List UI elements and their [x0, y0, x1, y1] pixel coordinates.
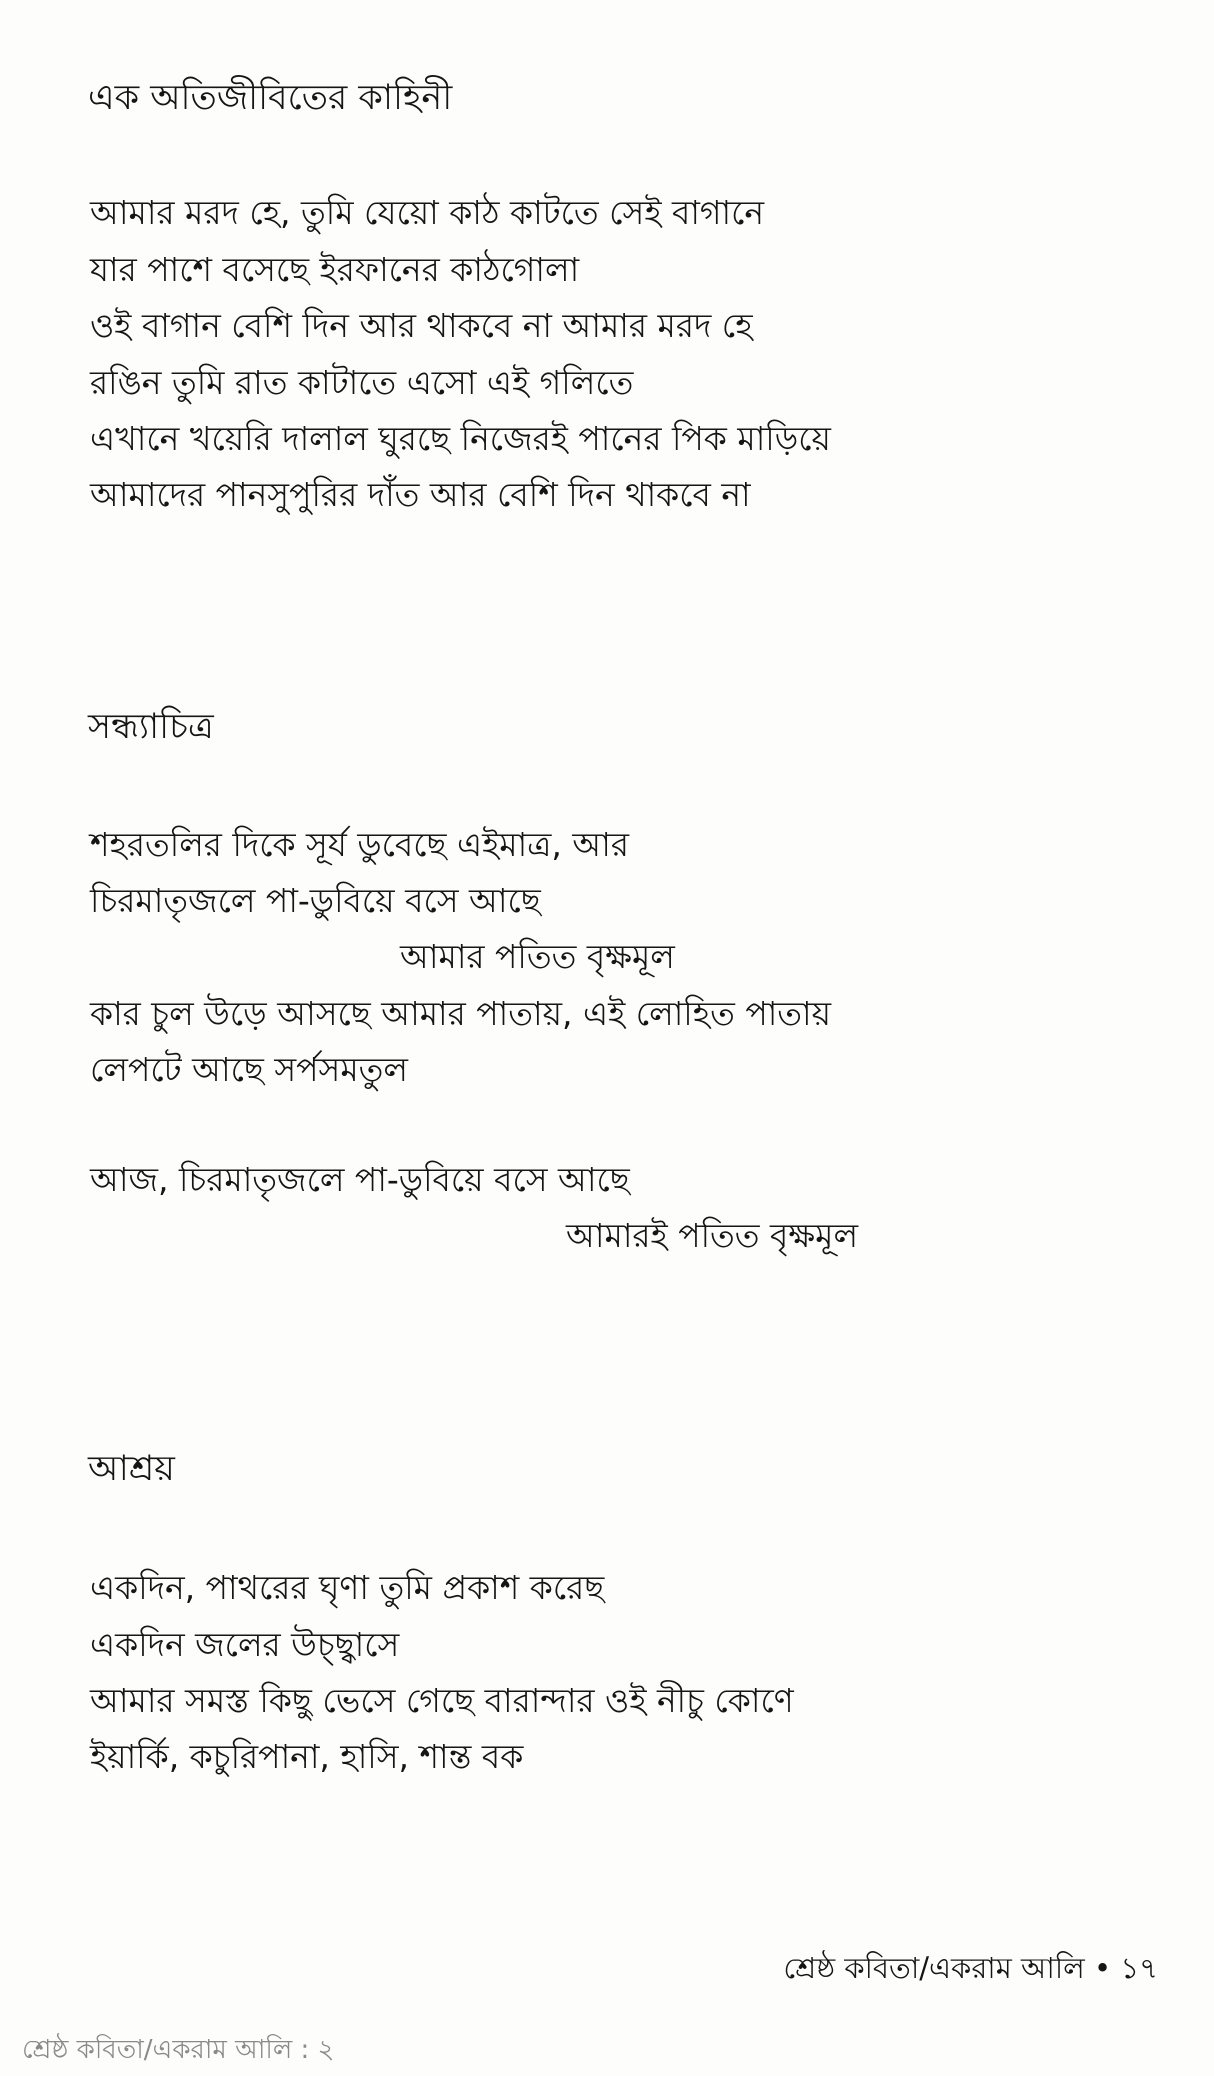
poem-line: একদিন জলের উচ্ছ্বাসে: [90, 1625, 400, 1664]
poem-line: আজ, চিরমাতৃজলে পা-ডুবিয়ে বসে আছে: [90, 1160, 630, 1199]
poem-line: ইয়ার্কি, কচুরিপানা, হাসি, শান্ত বক: [90, 1737, 524, 1776]
poem-line: কার চুল উড়ে আসছে আমার পাতায়, এই লোহিত পাতায়: [90, 994, 832, 1033]
page-footer: [783, 1948, 1158, 1988]
poem-line: আমাদের পানসুপুরির দাঁত আর বেশি দিন থাকবে না: [90, 475, 751, 514]
bleed-through-footer: শ্রেষ্ঠ কবিতা/একরাম আলি : ২: [22, 2035, 335, 2065]
running-title: শ্রেষ্ঠ কবিতা/একরাম আলি: [783, 1951, 1085, 1985]
poem-line: একদিন, পাথরের ঘৃণা তুমি প্রকাশ করেছ: [90, 1568, 605, 1607]
separator: •: [1093, 1951, 1112, 1985]
poem-title: এক অতিজীবিতের কাহিনী: [88, 78, 453, 118]
poem-line: শহরতলির দিকে সূর্য ডুবেছে এইমাত্র, আর: [90, 825, 630, 864]
poem-line: যার পাশে বসেছে ইরফানের কাঠগোলা: [90, 250, 580, 289]
poem-line: আমার সমস্ত কিছু ভেসে গেছে বারান্দার ওই নীচু কোণে: [90, 1681, 794, 1720]
poem-line: চিরমাতৃজলে পা-ডুবিয়ে বসে আছে: [90, 881, 541, 920]
poem-line: ওই বাগান বেশি দিন আর থাকবে না আমার মরদ হে: [90, 306, 753, 345]
page-number: ১৭: [1120, 1951, 1158, 1985]
poem-line: লেপটে আছে সর্পসমতুল: [90, 1050, 409, 1089]
poem-line: আমারই পতিত বৃক্ষমূল: [566, 1216, 859, 1255]
poem-title: আশ্রয়: [88, 1449, 175, 1489]
poem-line: এখানে খয়েরি দালাল ঘুরছে নিজেরই পানের পিক মাড়িয়ে: [90, 419, 831, 458]
poem-line: আমার পতিত বৃক্ষমূল: [400, 937, 675, 976]
poem-line: আমার মরদ হে, তুমি যেয়ো কাঠ কাটতে সেই বাগানে: [90, 193, 765, 232]
poem-title: সন্ধ্যাচিত্র: [88, 707, 214, 747]
poem-line: রঙিন তুমি রাত কাটাতে এসো এই গলিতে: [90, 363, 634, 402]
